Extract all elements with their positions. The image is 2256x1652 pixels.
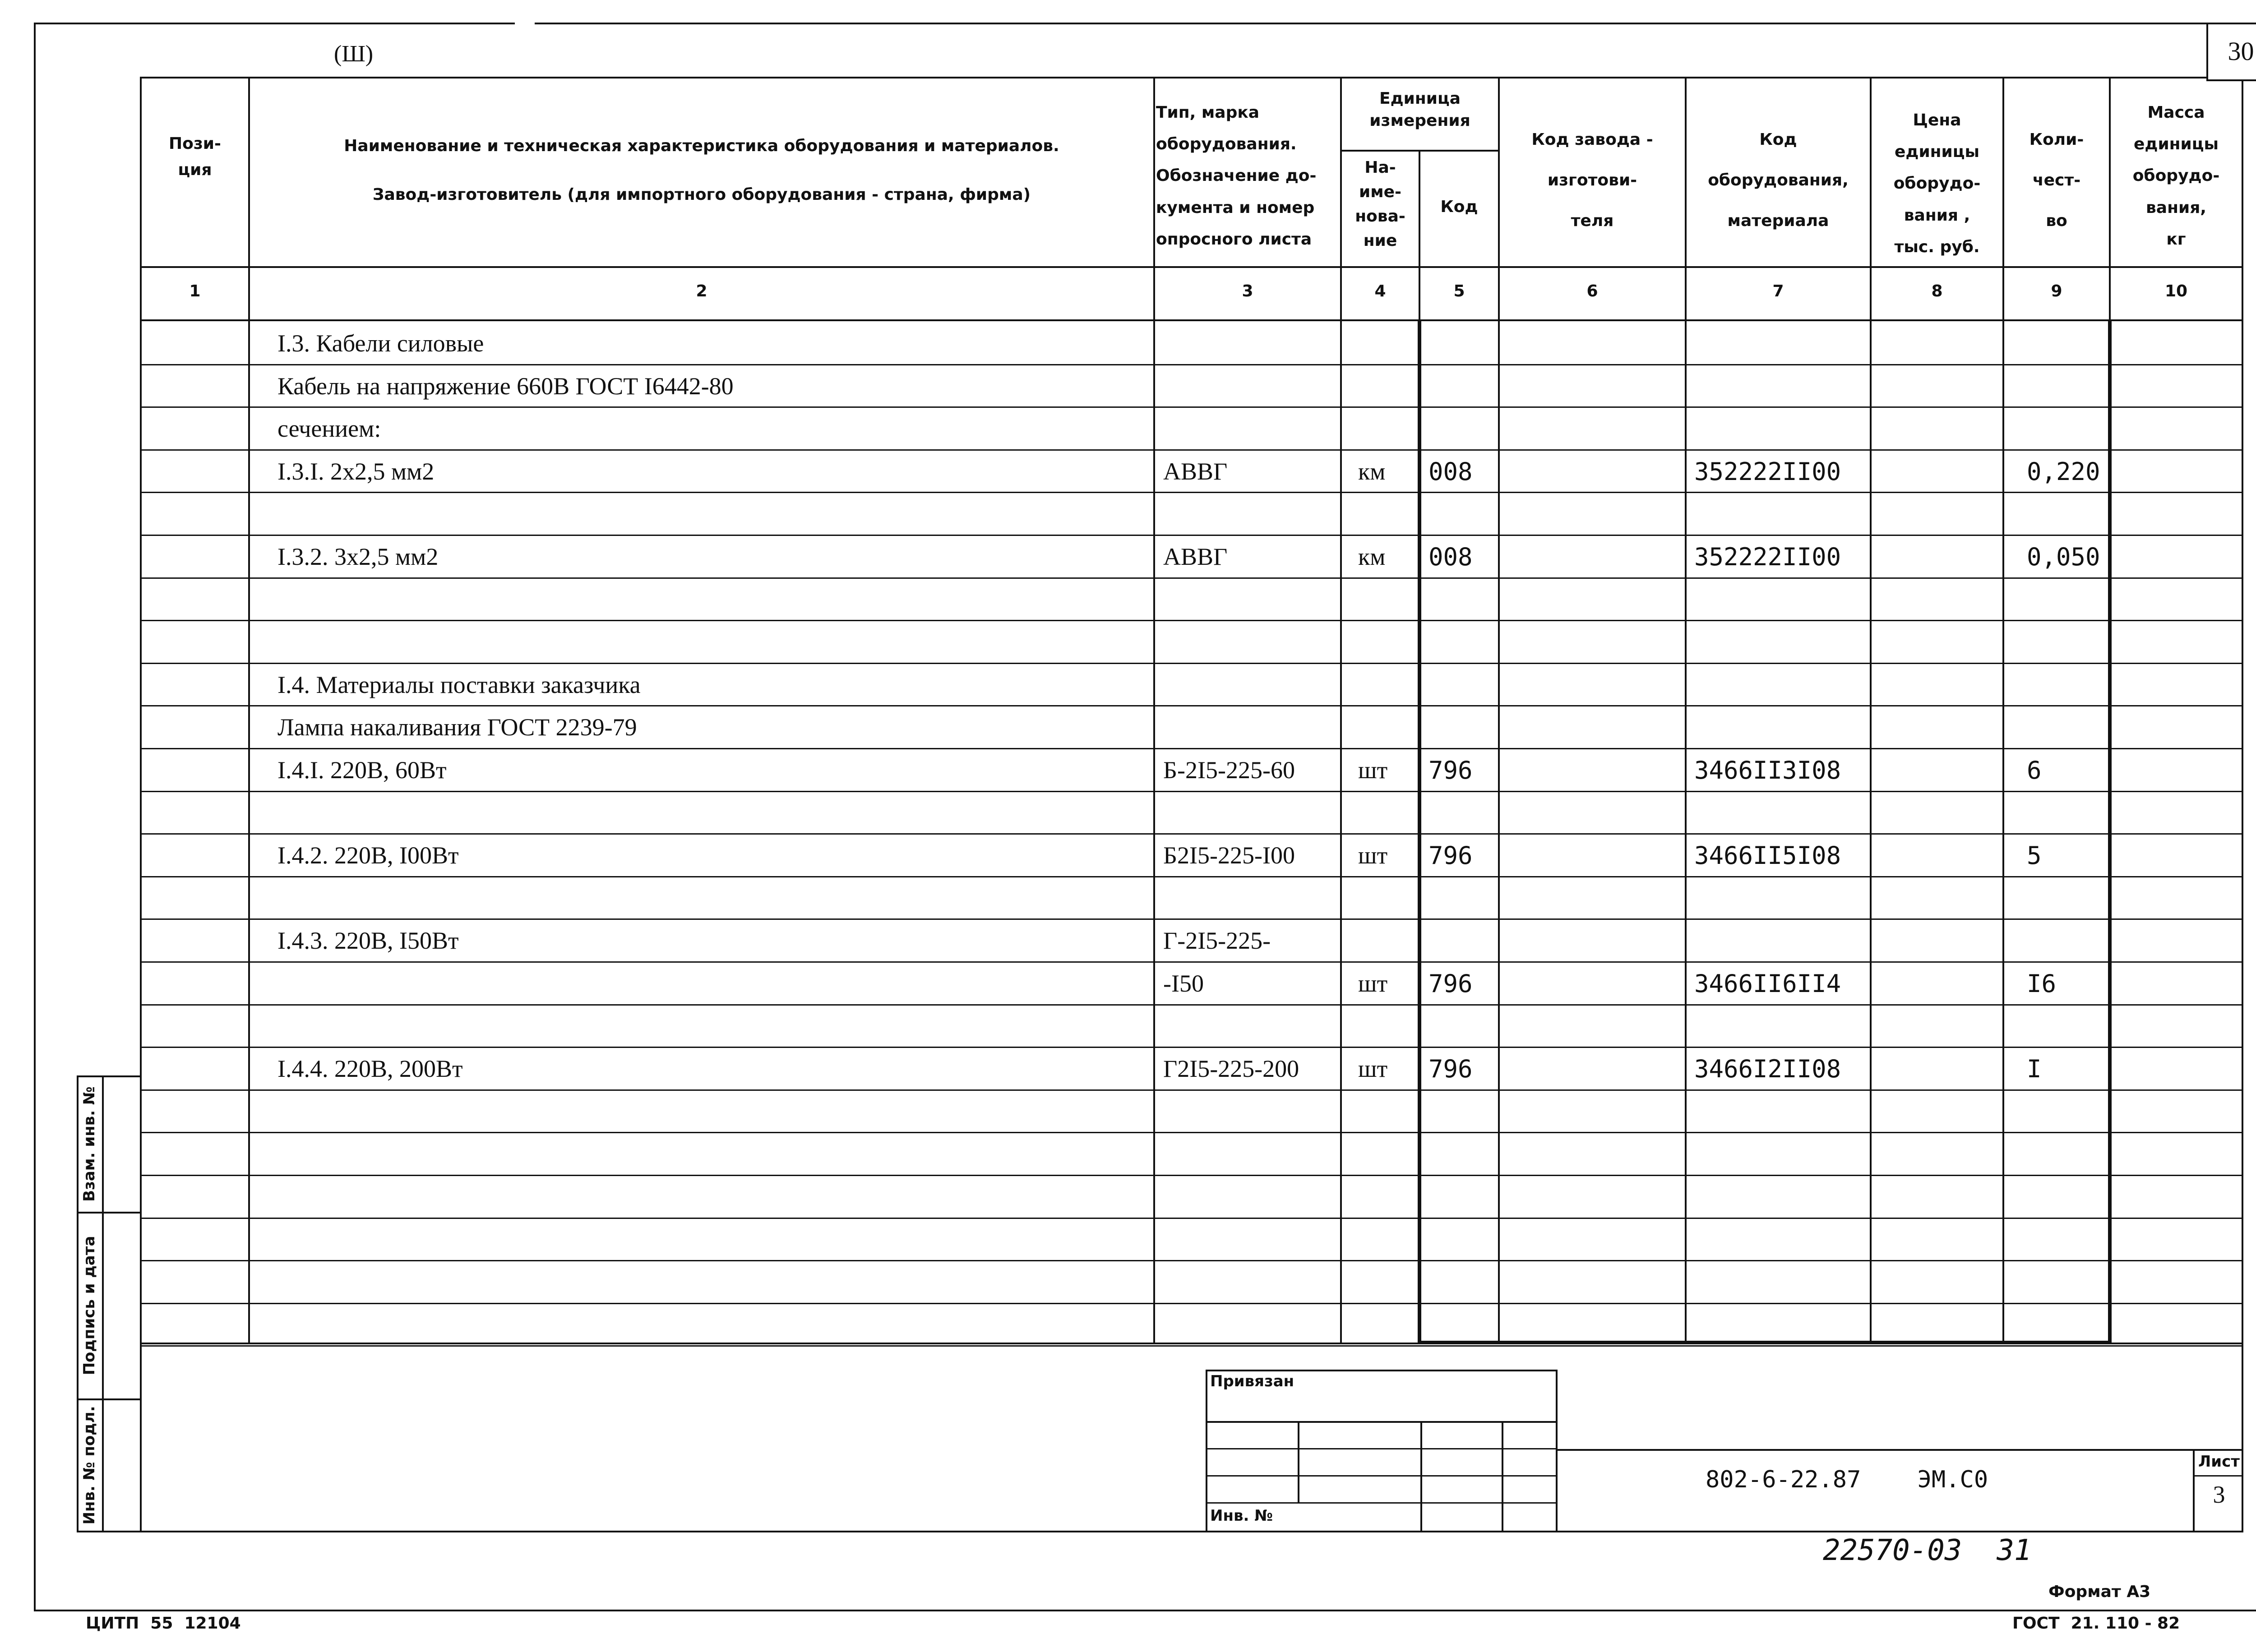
row-divider [140, 791, 2243, 792]
side-sign-date: Подпись и дата [80, 1236, 98, 1375]
sheet-number: 3 [2213, 1481, 2225, 1508]
sheet-label: Лист [2198, 1453, 2240, 1471]
col-number-4: 4 [1374, 282, 1386, 300]
header-price: Цена единицы оборудо- вания , тыс. руб. [1893, 111, 1981, 256]
cell-quantity: 0,050 [2027, 543, 2100, 571]
row-divider [140, 1089, 2243, 1091]
stamp-small-row2 [1206, 1448, 1558, 1449]
cell-name: сечением: [277, 415, 381, 442]
row-divider [140, 1345, 2243, 1347]
cell-quantity: I [2027, 1055, 2042, 1083]
box-bottom [1418, 1341, 2112, 1344]
header-maker-code: Код завода - изготови- теля [1531, 130, 1653, 230]
cell-unit: шт [1358, 757, 1388, 784]
stamp-small-left [1206, 1370, 1207, 1532]
row-divider [140, 1132, 2243, 1133]
row-divider [140, 535, 2243, 536]
cell-unit-code: 796 [1428, 1055, 1473, 1083]
col-line-5 [1498, 77, 1500, 1344]
table-top [140, 77, 2206, 78]
cell-equipment-code: 352222II00 [1694, 457, 1841, 486]
col-number-8: 8 [1931, 282, 1943, 300]
side-inv-orig: Инв. № подл. [80, 1406, 98, 1525]
page-number: 30 [2228, 37, 2254, 66]
row-divider [140, 449, 2243, 451]
document-code: 802-6-22.87 ЭМ.С0 [1706, 1466, 1988, 1493]
cell-quantity: I6 [2027, 969, 2057, 998]
row-divider [140, 1303, 2243, 1304]
cell-quantity: 0,220 [2027, 457, 2100, 486]
roman-mark: (Ш) [334, 41, 374, 67]
unit-split-line [1340, 150, 1498, 152]
cell-unit-code: 796 [1428, 756, 1473, 784]
cell-equipment-code: 3466II5I08 [1694, 841, 1841, 870]
row-divider [140, 961, 2243, 963]
side-box-bottom [77, 1531, 142, 1532]
cell-equipment-code: 3466II6II4 [1694, 969, 1841, 998]
side-box-div2 [77, 1398, 142, 1400]
col-line-3 [1340, 77, 1342, 1344]
row-divider [140, 1004, 2243, 1006]
sheet-box-split [2193, 1475, 2243, 1477]
frame-top [34, 23, 515, 24]
cell-name: Кабель на напряжение 660В ГОСТ I6442-80 [277, 373, 734, 400]
cell-unit: шт [1358, 970, 1388, 997]
cell-unit-code: 008 [1428, 457, 1473, 486]
row-divider [140, 1218, 2243, 1219]
cell-name: I.4.2. 220В, I00Вт [277, 842, 459, 869]
frame-top-right [535, 23, 2256, 24]
cell-type: -I50 [1163, 970, 1204, 997]
cell-unit-code: 796 [1428, 841, 1473, 870]
bound-label: Привязан [1210, 1372, 1294, 1390]
col-line-1 [248, 77, 250, 1344]
cell-type: Б-2I5-225-60 [1163, 757, 1295, 784]
side-box-div1 [77, 1212, 142, 1214]
col-number-7: 7 [1772, 282, 1784, 300]
header-unit-code: Код [1440, 198, 1478, 216]
cell-quantity: 5 [2027, 841, 2042, 870]
col-line-6 [1685, 77, 1687, 1344]
row-divider [140, 1260, 2243, 1261]
cell-unit: шт [1358, 1055, 1388, 1082]
row-divider [140, 748, 2243, 749]
cell-name: I.3. Кабели силовые [277, 330, 484, 357]
col-number-10: 10 [2164, 282, 2188, 300]
row-divider [140, 876, 2243, 877]
header-equipment-code: Код оборудования, материала [1708, 130, 1849, 230]
stamp-small-row4 [1206, 1502, 1558, 1504]
cell-type: Г2I5-225-200 [1163, 1055, 1299, 1082]
cell-type: АВВГ [1163, 458, 1228, 485]
cell-name: I.4.4. 220В, 200Вт [277, 1055, 463, 1082]
col-number-6: 6 [1586, 282, 1598, 300]
row-divider [140, 1047, 2243, 1048]
cell-type: Б2I5-225-I00 [1163, 842, 1295, 869]
stamp-small-top [1206, 1370, 1558, 1371]
header-bottom [140, 266, 2243, 268]
stamp-small-col2 [1420, 1421, 1422, 1532]
side-box-left [77, 1075, 79, 1532]
inv-label: Инв. № [1210, 1507, 1273, 1525]
row-divider [140, 663, 2243, 664]
page-box-bottom [2206, 79, 2256, 81]
col-line-7 [1870, 77, 1872, 1344]
cell-unit-code: 008 [1428, 543, 1473, 571]
box-right [2108, 319, 2112, 1344]
cell-quantity: 6 [2027, 756, 2042, 784]
side-replace-inv: Взам. инв. № [80, 1086, 98, 1202]
side-box-top [77, 1075, 142, 1077]
stamp-small-row3 [1206, 1475, 1558, 1477]
frame-bottom [34, 1610, 2256, 1611]
cell-unit: км [1358, 458, 1386, 485]
cell-name: I.3.I. 2x2,5 мм2 [277, 458, 435, 485]
stamp-main-top [1556, 1449, 2243, 1451]
bottom-left-code: ЦИТП 55 12104 [86, 1614, 241, 1633]
cell-type: Г-2I5-225- [1163, 927, 1271, 954]
frame-left [34, 23, 36, 1610]
cell-unit: км [1358, 543, 1386, 570]
box-left [1418, 319, 1421, 1344]
cell-name: Лампа накаливания ГОСТ 2239-79 [277, 714, 637, 741]
col-number-9: 9 [2051, 282, 2062, 300]
header-quantity: Коли- чест- во [2029, 130, 2084, 230]
row-divider [140, 918, 2243, 920]
col-line-8 [2002, 77, 2004, 1344]
row-divider [140, 577, 2243, 579]
col-number-3: 3 [1242, 282, 1253, 300]
row-divider [140, 492, 2243, 493]
cell-equipment-code: 3466I2II08 [1694, 1055, 1841, 1083]
header-position: Пози- ция [169, 134, 221, 179]
row-divider [140, 705, 2243, 706]
cell-name: I.4.I. 220В, 60Вт [277, 757, 447, 784]
stamp-small-row1 [1206, 1421, 1558, 1423]
header-unit-name: На- име- нова- ние [1355, 158, 1405, 250]
header-unit: Единица измерения [1369, 89, 1470, 130]
cell-name: I.4. Материалы поставки заказчика [277, 671, 641, 698]
stamp-small-col1 [1298, 1421, 1299, 1502]
col-number-1: 1 [189, 282, 201, 300]
table-right [2242, 80, 2243, 1532]
gost-reference: ГОСТ 21. 110 - 82 [2012, 1614, 2180, 1633]
cell-equipment-code: 3466II3I08 [1694, 756, 1841, 784]
colnum-bottom [140, 319, 2243, 321]
cell-unit: шт [1358, 842, 1388, 869]
cell-name: I.4.3. 220В, I50Вт [277, 927, 459, 954]
format-label: Формат А3 [2048, 1583, 2151, 1601]
side-box-mid [102, 1075, 104, 1532]
cell-name: I.3.2. 3x2,5 мм2 [277, 543, 439, 570]
table-bottom [140, 1531, 2243, 1532]
row-divider [140, 1175, 2243, 1176]
row-divider [140, 364, 2243, 365]
header-name: Наименование и техническая характеристика оборудования и материалов. Завод-изготовитель (для импортного оборудования - страна, фирма) [344, 137, 1059, 204]
cell-equipment-code: 352222II00 [1694, 543, 1841, 571]
col-number-5: 5 [1453, 282, 1465, 300]
cell-unit-code: 796 [1428, 969, 1473, 998]
col-number-2: 2 [696, 282, 707, 300]
row-divider [140, 620, 2243, 621]
row-divider [140, 406, 2243, 408]
cell-type: АВВГ [1163, 543, 1228, 570]
col-line-2 [1153, 77, 1155, 1344]
stamp-small-col3 [1502, 1421, 1503, 1532]
handwritten-number: 22570-03 31 [1823, 1534, 2032, 1567]
header-type: Тип, марка оборудования. Обозначение до- кумента и номер опросного листа [1156, 103, 1317, 249]
row-divider [140, 833, 2243, 835]
header-mass: Масса единицы оборудо- вания, кг [2132, 103, 2220, 249]
